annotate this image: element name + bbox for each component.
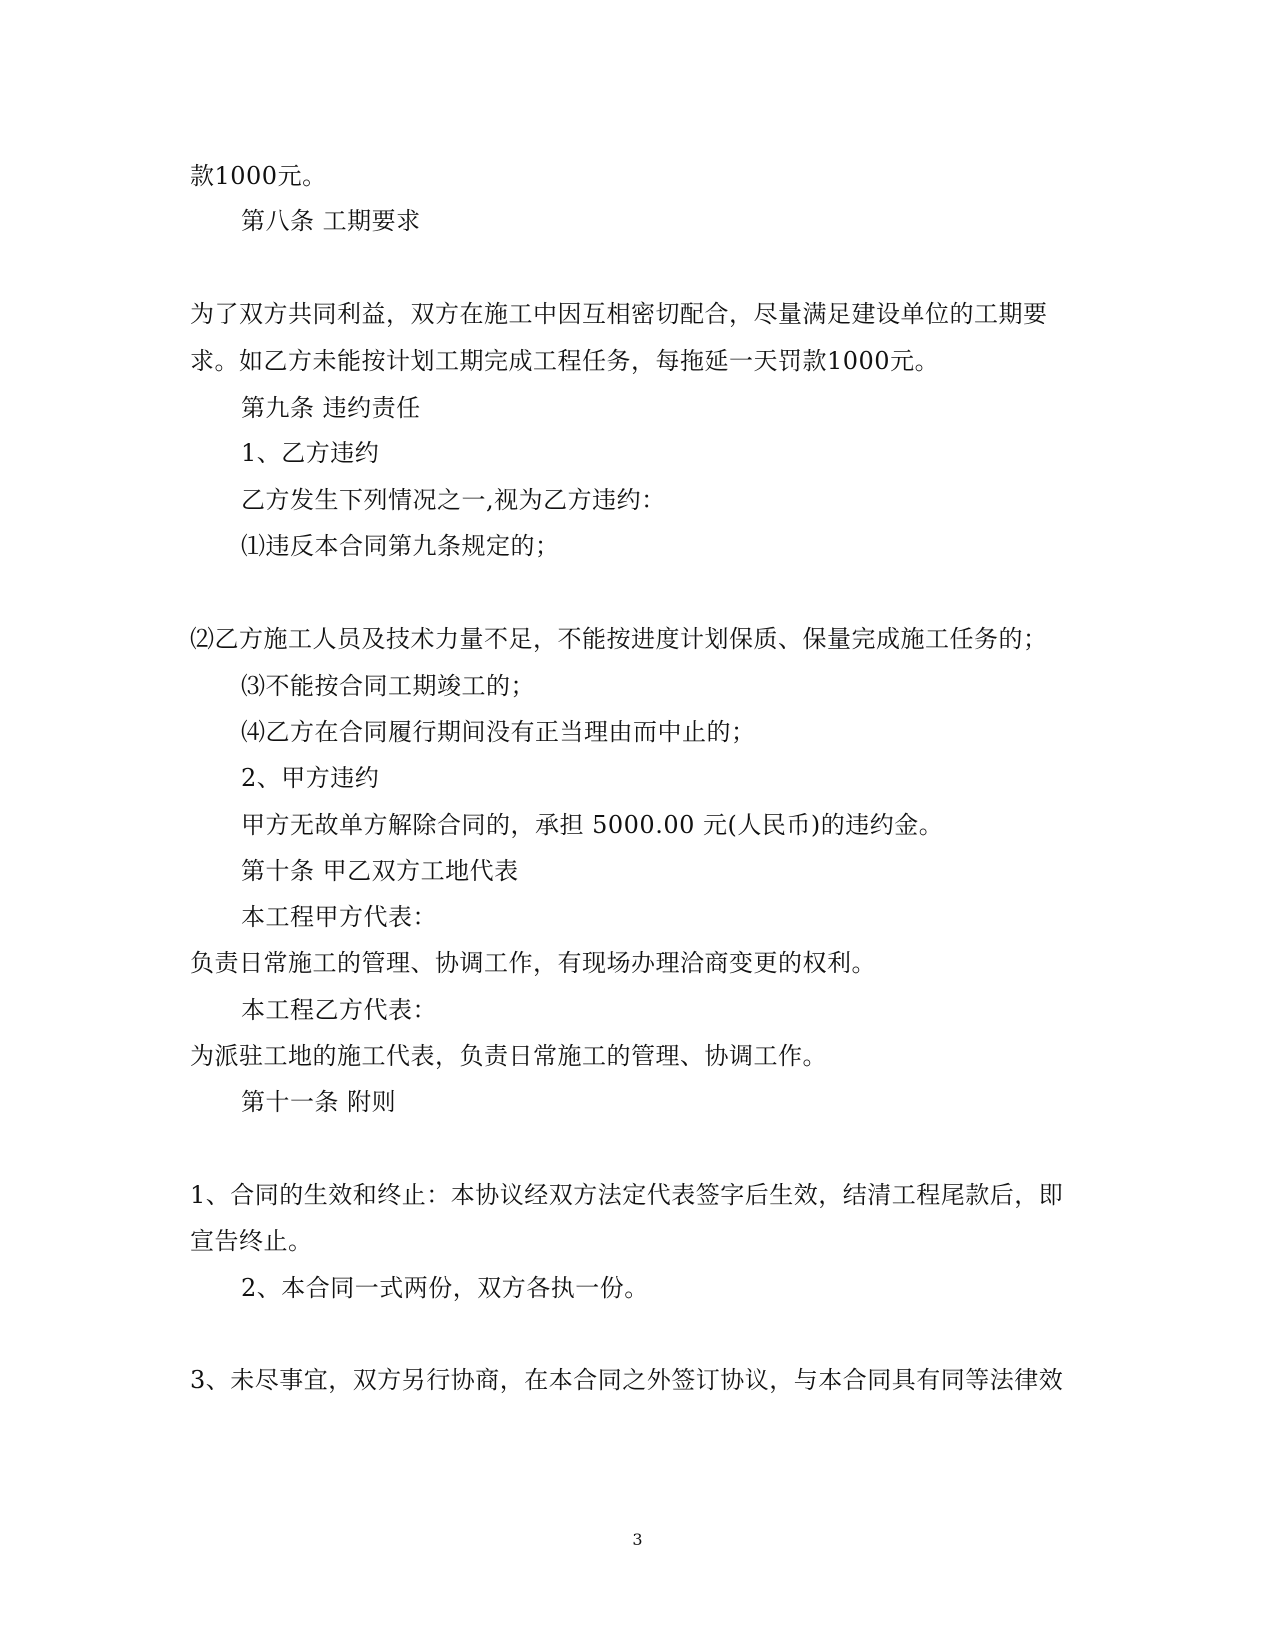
list-item: ⑵乙方施工人员及技术力量不足，不能按进度计划保质、保量完成施工任务的；: [190, 625, 1048, 653]
paragraph-line: 为派驻工地的施工代表，负责日常施工的管理、协调工作。: [190, 1042, 827, 1070]
paragraph-line: 1、合同的生效和终止：本协议经双方法定代表签字后生效，结清工程尾款后，即: [190, 1181, 1064, 1209]
paragraph-line: 款1000元。: [190, 162, 327, 190]
paragraph-line: 甲方无故单方解除合同的，承担 5000.00 元(人民币)的违约金。: [241, 811, 944, 839]
list-item: ⑴违反本合同第九条规定的；: [241, 532, 560, 560]
paragraph-line: 负责日常施工的管理、协调工作，有现场办理洽商变更的权利。: [190, 949, 876, 977]
subsection-heading: 2、甲方违约: [241, 764, 380, 792]
paragraph-line: 3、未尽事宜，双方另行协商，在本合同之外签订协议，与本合同具有同等法律效: [190, 1366, 1064, 1394]
paragraph-line: 乙方发生下列情况之一,视为乙方违约：: [241, 486, 666, 514]
section-heading-11: 第十一条 附则: [241, 1088, 397, 1116]
list-item: ⑶不能按合同工期竣工的；: [241, 672, 535, 700]
paragraph-line: 本工程乙方代表：: [241, 996, 437, 1024]
section-heading-10: 第十条 甲乙双方工地代表: [241, 857, 519, 885]
paragraph-line: 2、本合同一式两份，双方各执一份。: [241, 1274, 649, 1302]
section-heading-8: 第八条 工期要求: [241, 207, 421, 235]
subsection-heading: 1、乙方违约: [241, 439, 380, 467]
paragraph-line: 本工程甲方代表：: [241, 903, 437, 931]
paragraph-line: 求。如乙方未能按计划工期完成工程任务，每拖延一天罚款1000元。: [190, 347, 940, 375]
section-heading-9: 第九条 违约责任: [241, 394, 421, 422]
page-number: 3: [632, 1530, 643, 1549]
paragraph-line: 宣告终止。: [190, 1227, 313, 1255]
paragraph-line: 为了双方共同利益，双方在施工中因互相密切配合，尽量满足建设单位的工期要: [190, 300, 1048, 328]
list-item: ⑷乙方在合同履行期间没有正当理由而中止的；: [241, 718, 756, 746]
